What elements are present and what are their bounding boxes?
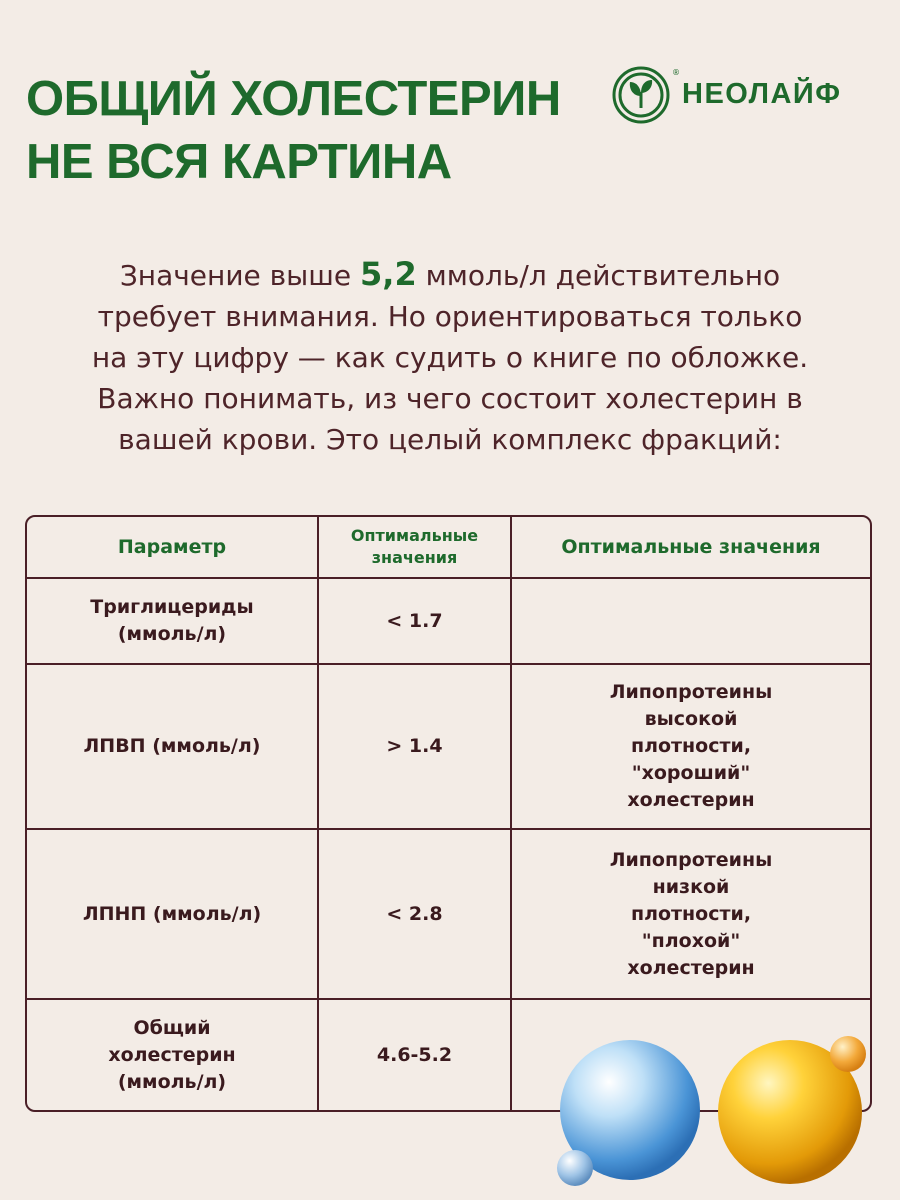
table-row: [27, 830, 870, 1000]
cholesterol-table: [25, 515, 872, 1112]
table-row: [27, 579, 870, 665]
description-cell: [512, 1000, 870, 1110]
value-cell: < 1.7: [319, 579, 512, 663]
value-cell: 4.6-5.2: [319, 1000, 512, 1110]
brand-logo: [612, 66, 874, 124]
header-optimal-values-2: Оптимальные значения: [561, 535, 821, 558]
intro-text: ммоль/л действительно: [416, 259, 781, 292]
leaf-sprout-icon: [612, 66, 670, 124]
registered-mark: ®: [672, 68, 680, 77]
small-blue-sphere: [557, 1150, 593, 1186]
intro-line-2: требует внимания. Но ориентироваться только: [97, 300, 803, 333]
value-cell: < 2.8: [319, 830, 512, 998]
intro-line-4: Важно понимать, из чего состоит холестерин в: [97, 382, 803, 415]
description-cell: Липопротеины высокой плотности, "хороший" холестерин: [609, 681, 773, 811]
table-row: [27, 665, 870, 830]
title-line-1: ОБЩИЙ ХОЛЕСТЕРИН: [26, 72, 561, 126]
header-optimal-values: Оптимальные значения: [319, 517, 512, 577]
title-line-2: НЕ ВСЯ КАРТИНА: [26, 135, 452, 189]
brand-name: НЕОЛАЙФ: [682, 78, 842, 110]
intro-line-1: [20, 254, 880, 296]
header-parameter: Параметр: [27, 517, 319, 577]
table-header-row: [27, 517, 870, 579]
table-row: [27, 1000, 870, 1110]
parameter-cell: ЛПНП (ммоль/л): [27, 830, 319, 998]
page-title: [26, 68, 561, 194]
highlight-value: 5,2: [360, 255, 417, 293]
value-cell: > 1.4: [319, 665, 512, 828]
intro-text: Значение выше: [119, 259, 361, 292]
description-cell: Липопротеины низкой плотности, "плохой" холестерин: [609, 848, 773, 979]
intro-line-3: на эту цифру — как судить о книге по обложке.: [91, 341, 809, 374]
intro-line-5: вашей крови. Это целый комплекс фракций:: [118, 423, 782, 456]
intro-paragraph: [20, 254, 880, 460]
description-cell: [512, 579, 870, 663]
parameter-cell: Общий холестерин (ммоль/л): [27, 1000, 319, 1110]
parameter-cell: Триглицериды (ммоль/л): [27, 579, 319, 663]
parameter-cell: ЛПВП (ммоль/л): [27, 665, 319, 828]
